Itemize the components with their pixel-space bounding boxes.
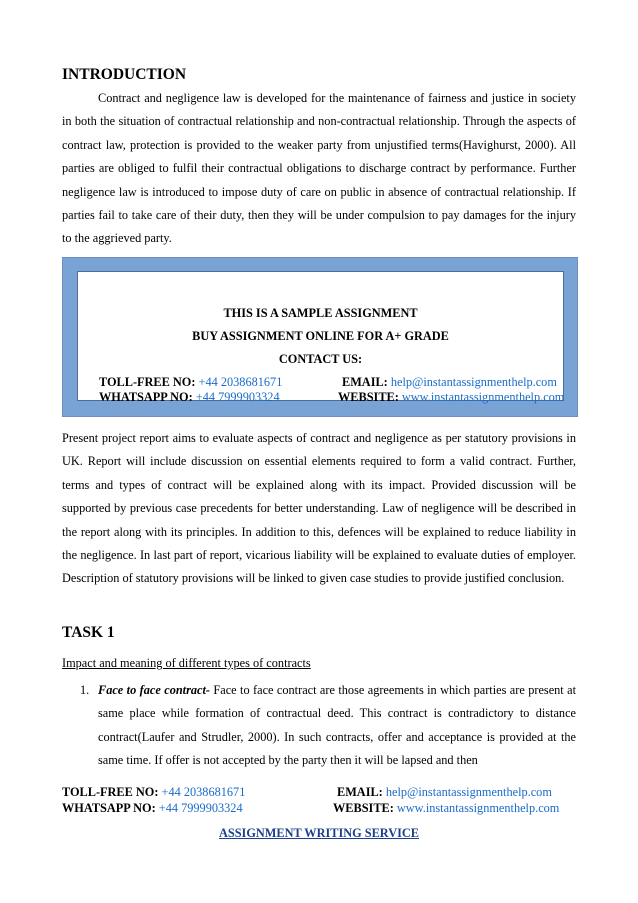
list-item-number: 1. bbox=[80, 683, 90, 697]
sample-assignment-banner bbox=[62, 257, 578, 417]
banner-buy-online: BUY ASSIGNMENT ONLINE FOR A+ GRADE bbox=[192, 329, 449, 343]
footer-tollfree-label: TOLL-FREE NO: bbox=[62, 785, 159, 799]
banner-email-label: EMAIL: bbox=[342, 375, 388, 389]
footer-email-link[interactable]: help@instantassignmenthelp.com bbox=[385, 785, 552, 799]
banner-whatsapp-value[interactable]: +44 7999903324 bbox=[195, 390, 280, 404]
banner-contact-us: CONTACT US: bbox=[278, 352, 363, 366]
task1-heading: TASK 1 bbox=[62, 624, 115, 641]
footer-whatsapp bbox=[62, 801, 243, 816]
list-item bbox=[80, 679, 576, 773]
banner-tollfree bbox=[99, 375, 282, 390]
list-item-term: Face to face contract- bbox=[98, 683, 211, 697]
footer-website-link[interactable]: www.instantassignmenthelp.com bbox=[396, 801, 560, 815]
project-overview-paragraph: Present project report aims to evaluate aspects of contract and negligence as per statutory provisions in UK. Report will include discussion on essential elements required to form a valid contract. Further, terms and types of contract will be explained along with its impact. Provided discussion will be supported by previous case precedents for better understanding. Law of negligence will be described in the report along with its principles. In addition to this, defences will be explained to reduce liability in the negligence. In last part of report, vicarious liability will be explained to evaluate duties of employer. Description of statutory provisions will be linked to given case studies to provide justified conclusion. bbox=[62, 431, 576, 586]
banner-sample-notice: THIS IS A SAMPLE ASSIGNMENT bbox=[223, 306, 418, 320]
banner-website-link[interactable]: www.instantassignmenthelp.com bbox=[401, 390, 565, 404]
footer-whatsapp-label: WHATSAPP NO: bbox=[62, 801, 156, 815]
banner-inner-panel bbox=[77, 271, 565, 404]
introduction-paragraph: Contract and negligence law is developed for the maintenance of fairness and justice in society in both the situation of contractual relationship and non-contractual relationship. Through the aspects of contract law, protection is provided to the weaker party from unjustified terms(Havighurst, 2000). All parties are obliged to fulfil their contractual obligations to discharge contract by performance. Further negligence law is introduced to impose duty of care on public in absence of contractual relationship. If parties fail to take care of their duty, then they will be under compulsion to pay damages for the injury to the aggrieved party. bbox=[62, 91, 576, 246]
footer-email bbox=[337, 785, 552, 800]
banner-website bbox=[338, 390, 564, 405]
banner-whatsapp-label: WHATSAPP NO: bbox=[99, 390, 193, 404]
banner-email-link[interactable]: help@instantassignmenthelp.com bbox=[390, 375, 557, 389]
list-item-text: Face to face contract are those agreements in which parties are present at same place while formation of contractual deed. This contract is contradictory to distance contract(Laufer and Strudler, 2000). In such contracts, offer and acceptance is provided at the same time. If offer is not accepted by the party then it will be lapsed and then bbox=[98, 683, 577, 768]
footer-whatsapp-value[interactable]: +44 7999903324 bbox=[158, 801, 243, 815]
task1-subheading: Impact and meaning of different types of contracts bbox=[62, 656, 311, 670]
footer-tollfree bbox=[62, 785, 245, 800]
banner-tollfree-label: TOLL-FREE NO: bbox=[99, 375, 196, 389]
footer-tollfree-value[interactable]: +44 2038681671 bbox=[161, 785, 246, 799]
banner-website-label: WEBSITE: bbox=[338, 390, 399, 404]
footer-email-label: EMAIL: bbox=[337, 785, 383, 799]
footer-website-label: WEBSITE: bbox=[333, 801, 394, 815]
footer-service-link[interactable]: ASSIGNMENT WRITING SERVICE bbox=[218, 826, 420, 840]
footer-website bbox=[333, 801, 559, 816]
introduction-heading: INTRODUCTION bbox=[62, 66, 187, 83]
banner-tollfree-value[interactable]: +44 2038681671 bbox=[198, 375, 283, 389]
banner-email bbox=[342, 375, 557, 390]
list-item-body bbox=[98, 679, 576, 773]
banner-whatsapp bbox=[99, 390, 280, 405]
